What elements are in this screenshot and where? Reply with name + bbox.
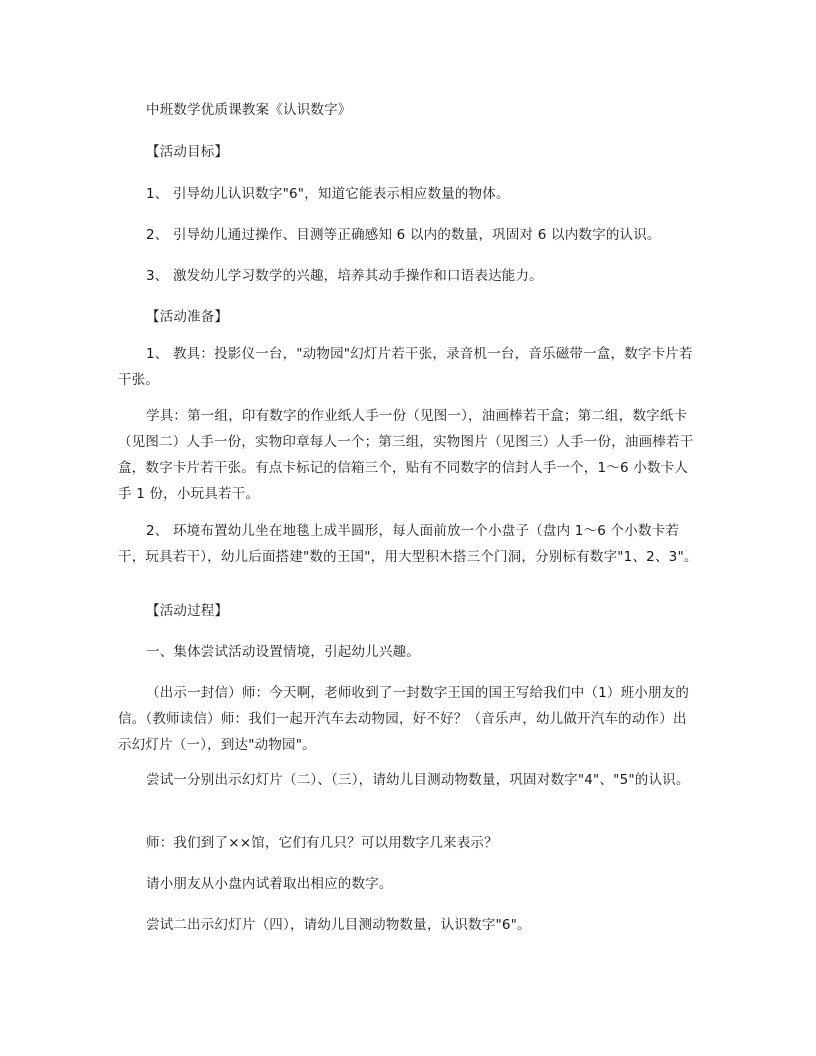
section-heading-process: 【活动过程】 — [146, 603, 229, 619]
process-child-instruction: 请小朋友从小盘内试着取出相应的数字。 — [146, 876, 393, 892]
process-letter-paragraph: （出示一封信）师：今天啊，老师收到了一封数字王国的国王写给我们中（1）班小朋友的信。（教师读信）师：我们一起开汽车去动物园，好不好？（音乐声，幼儿做开汽车的动作）出示幻灯片（一），到达"动物园"。 — [118, 685, 690, 753]
section-heading-goals: 【活动目标】 — [146, 144, 229, 160]
process-try-two: 尝试二出示幻灯片（四），请幼儿目测动物数量，认识数字"6"。 — [146, 917, 531, 933]
process-teacher-question: 师：我们到了××馆，它们有几只？可以用数字几来表示？ — [146, 835, 498, 851]
goal-item-1: 1、 引导幼儿认识数字"6"，知道它能表示相应数量的物体。 — [146, 186, 510, 202]
process-try-one: 尝试一分别出示幻灯片（二）、（三），请幼儿目测动物数量，巩固对数字"4"、"5"的认识。 — [146, 772, 690, 788]
goal-item-3: 3、 激发幼儿学习数学的兴趣，培养其动手操作和口语表达能力。 — [146, 268, 543, 284]
preparation-learning-aids: 学具：第一组，印有数字的作业纸人手一份（见图一），油画棒若干盒；第二组，数字纸卡（见图二）人手一份，实物印章每人一个；第三组，实物图片（见图三）人手一份，油画棒若干盒，数字卡片若干张。有点卡标记的信箱三个，贴有不同数字的信封人手一个，1～6 小数卡人手 1 份，小玩具若干。 — [118, 408, 694, 502]
preparation-environment: 2、 环境布置幼儿坐在地毯上成半圆形，每人面前放一个小盘子（盘内 1～6 个小数卡若干，玩具若干），幼儿后面搭建"数的王国"，用大型积木搭三个门洞，分别标有数字"1、2、3"。 — [118, 523, 698, 565]
preparation-teaching-aids: 1、 教具：投影仪一台，"动物园"幻灯片若干张，录音机一台，音乐磁带一盒，数字卡片若干张。 — [118, 346, 693, 388]
goal-item-2: 2、 引导幼儿通过操作、目测等正确感知 6 以内的数量，巩固对 6 以内数字的认识。 — [146, 227, 661, 243]
section-heading-preparation: 【活动准备】 — [146, 309, 229, 325]
document-title: 中班数学优质课教案《认识数字》 — [146, 102, 352, 118]
process-step-1: 一、集体尝试活动设置情境，引起幼儿兴趣。 — [146, 644, 420, 660]
